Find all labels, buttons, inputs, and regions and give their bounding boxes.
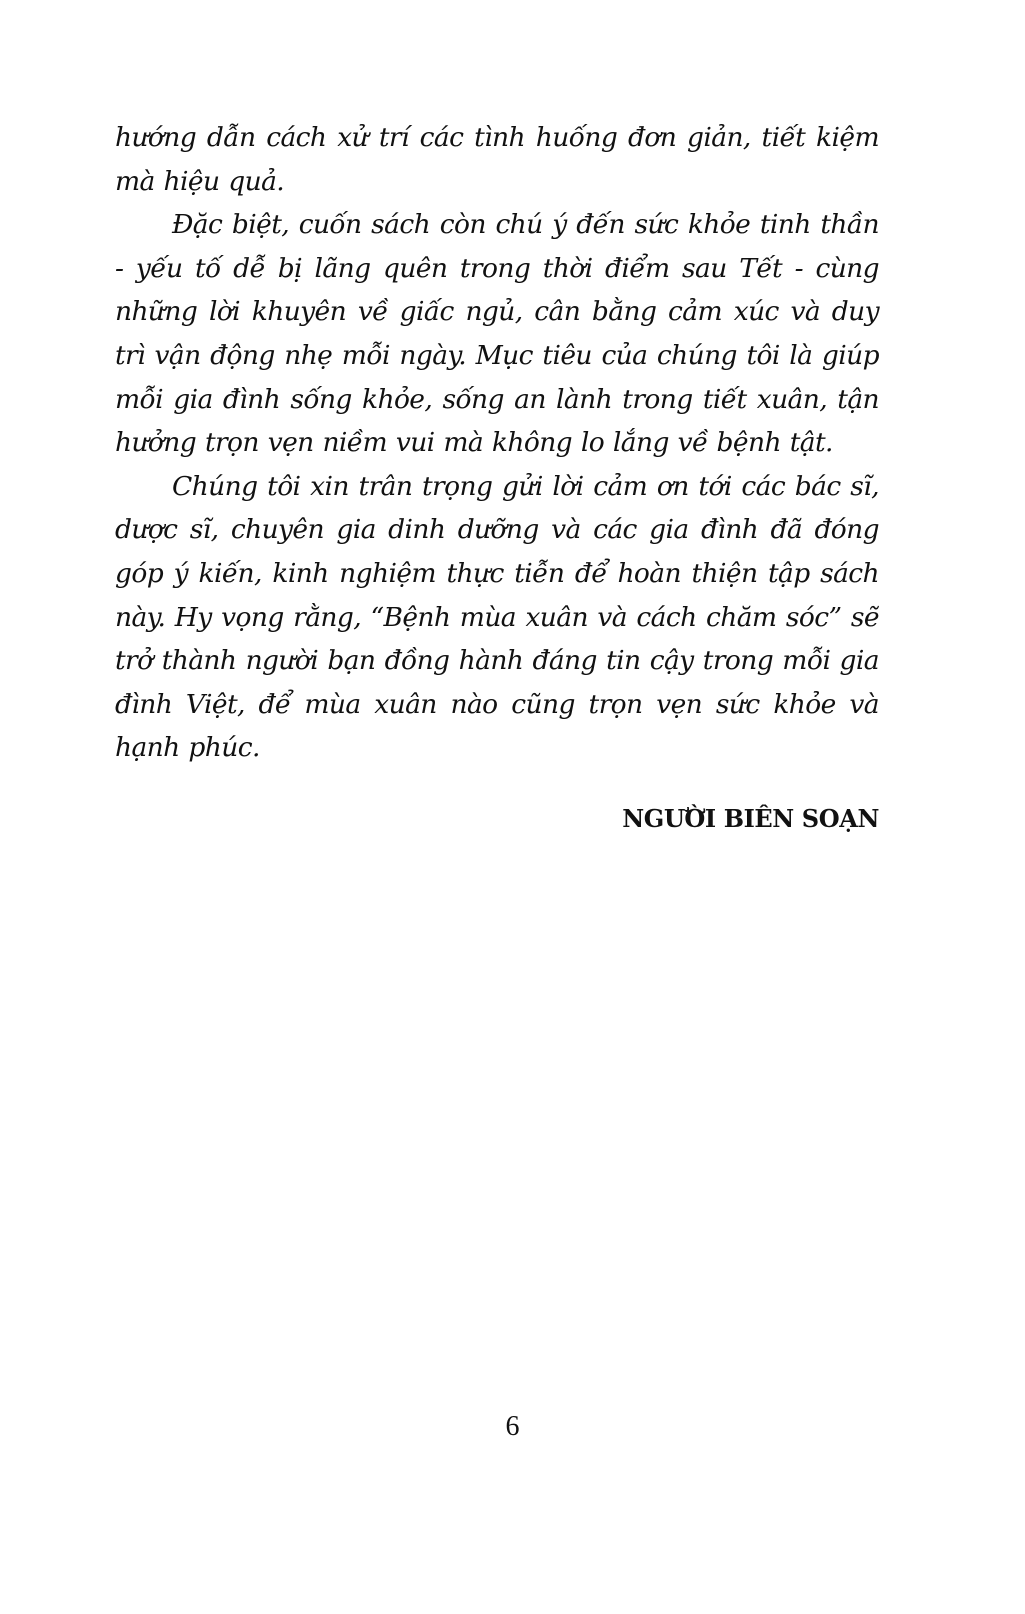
page-number: 6	[505, 1411, 520, 1442]
paragraph-continuation: hướng dẫn cách xử trí các tình huống đơn giản, tiết kiệm mà hiệu quả.	[115, 122, 879, 197]
paragraph-mental-health: Đặc biệt, cuốn sách còn chú ý đến sức khỏe tinh thần - yếu tố dễ bị lãng quên trong thời điểm sau Tết - cùng những lời khuyên về giấc ngủ, cân bằng cảm xúc và duy trì vận động nhẹ mỗi ngày. Mục tiêu của chúng tôi là giúp mỗi gia đình sống khỏe, sống an lành trong tiết xuân, tận hưởng trọn vẹn niềm vui mà không lo lắng về bệnh tật.	[115, 209, 879, 459]
author-signature: NGƯỜI BIÊN SOẠN	[622, 803, 879, 833]
page-body	[115, 116, 879, 833]
paragraph-acknowledgements: Chúng tôi xin trân trọng gửi lời cảm ơn tới các bác sĩ, dược sĩ, chuyên gia dinh dưỡng và các gia đình đã đóng góp ý kiến, kinh nghiệm thực tiễn để hoàn thiện tập sách này. Hy vọng rằng, “Bệnh mùa xuân và cách chăm sóc” sẽ trở thành người bạn đồng hành đáng tin cậy trong mỗi gia đình Việt, để mùa xuân nào cũng trọn vẹn sức khỏe và hạnh phúc.	[115, 470, 879, 764]
